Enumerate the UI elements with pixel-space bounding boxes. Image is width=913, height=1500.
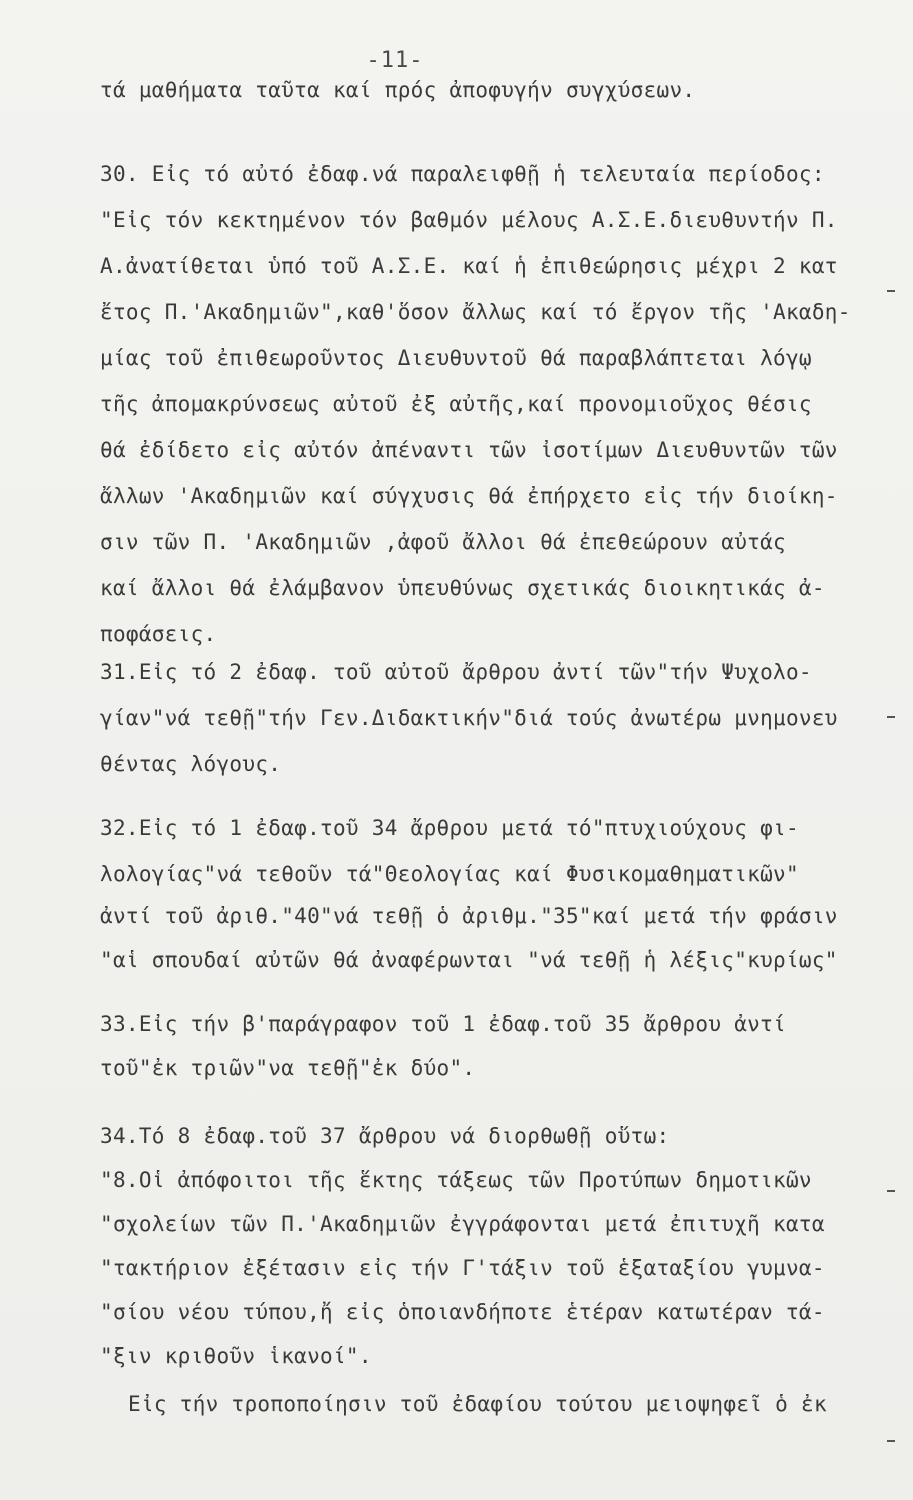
text-line: "Εἰς τόν κεκτημένον τόν βαθμόν μέλους Α.Σ.Ε.διευθυντήν Π. (100, 208, 838, 232)
text-line: τοῦ"ἐκ τριῶν"να τεθῇ"ἐκ δύο". (100, 1056, 476, 1080)
page-number: -11- (366, 48, 424, 73)
text-line: "σχολείων τῶν Π.'Ακαδημιῶν ἐγγράφονται μετά ἐπιτυχῆ κατα (100, 1212, 825, 1236)
item-30-heading: 30. Εἰς τό αὐτό ἐδαφ.νά παραλειφθῇ ἡ τελευταία περίοδος: (100, 162, 825, 186)
text-line: τά μαθήματα ταῦτα καί πρός ἀποφυγήν συγχύσεων. (100, 78, 696, 102)
item-31-heading: 31.Εἰς τό 2 ἐδαφ. τοῦ αὐτοῦ ἄρθρου ἀντί τῶν"τήν Ψυχολο- (100, 660, 812, 684)
text-line: μίας τοῦ ἐπιθεωροῦντος Διευθυντοῦ θά παραβλάπτεται λόγῳ (100, 346, 812, 370)
margin-tick (887, 290, 895, 292)
text-line: θέντας λόγους. (100, 752, 282, 776)
text-line: Α.ἀνατίθεται ὑπό τοῦ Α.Σ.Ε. καί ἡ ἐπιθεώρησις μέχρι 2 κατ (100, 254, 838, 278)
text-line: λολογίας"νά τεθοῦν τά"Θεολογίας καί Φυσικομαθηματικῶν" (100, 862, 799, 886)
text-line: γίαν"νά τεθῇ"τήν Γεν.Διδακτικήν"διά τούς ἀνωτέρω μνημονευ (100, 706, 838, 730)
text-line: "τακτήριον ἐξέτασιν εἰς τήν Γ'τάξιν τοῦ ἑξαταξίου γυμνα- (100, 1256, 825, 1280)
text-line: "8.Οἱ ἀπόφοιτοι τῆς ἕκτης τάξεως τῶν Προτύπων δημοτικῶν (100, 1168, 812, 1192)
text-line: ἀντί τοῦ ἀριθ."40"νά τεθῇ ὁ ἀριθμ."35"καί μετά τήν φράσιν (100, 904, 838, 928)
text-line: "σίου νέου τύπου,ἤ εἰς ὁποιανδήποτε ἑτέραν κατωτέραν τά- (100, 1300, 825, 1324)
text-line: σιν τῶν Π. 'Ακαδημιῶν ,ἀφοῦ ἄλλοι θά ἐπεθεώρουν αὐτάς (100, 530, 786, 554)
margin-tick (887, 1440, 895, 1442)
item-33-heading: 33.Εἰς τήν β'παράγραφον τοῦ 1 ἐδαφ.τοῦ 35 ἄρθρου ἀντί (100, 1012, 786, 1036)
text-line: θά ἐδίδετο εἰς αὐτόν ἀπέναντι τῶν ἰσοτίμων Διευθυντῶν τῶν (100, 438, 838, 462)
item-32-heading: 32.Εἰς τό 1 ἐδαφ.τοῦ 34 ἄρθρου μετά τό"πτυχιούχους φι- (100, 816, 799, 840)
text-line: τῆς ἀπομακρύνσεως αὐτοῦ ἐξ αὐτῆς,καί προνομιοῦχος θέσις (100, 392, 812, 416)
text-line: ἔτος Π.'Ακαδημιῶν",καθ'ὅσον ἄλλως καί τό ἔργον τῆς 'Ακαδη- (100, 300, 851, 324)
margin-tick (887, 1190, 895, 1192)
text-line: ἄλλων 'Ακαδημιῶν καί σύγχυσις θά ἐπήρχετο εἰς τήν διοίκη- (100, 484, 838, 508)
item-34-heading: 34.Τό 8 ἐδαφ.τοῦ 37 ἄρθρου νά διορθωθῇ οὕτω: (100, 1124, 670, 1148)
text-line: ποφάσεις. (100, 622, 217, 646)
text-line: Εἰς τήν τροποποίησιν τοῦ ἐδαφίου τούτου μειοψηφεῖ ὁ ἐκ (128, 1392, 827, 1416)
margin-tick (887, 716, 895, 718)
text-line: καί ἄλλοι θά ἐλάμβανον ὑπευθύνως σχετικάς διοικητικάς ἀ- (100, 576, 825, 600)
text-line: "ξιν κριθοῦν ἱκανοί". (100, 1344, 372, 1368)
text-line: "αἱ σπουδαί αὐτῶν θά ἀναφέρωνται "νά τεθῇ ἡ λέξις"κυρίως" (100, 948, 838, 972)
